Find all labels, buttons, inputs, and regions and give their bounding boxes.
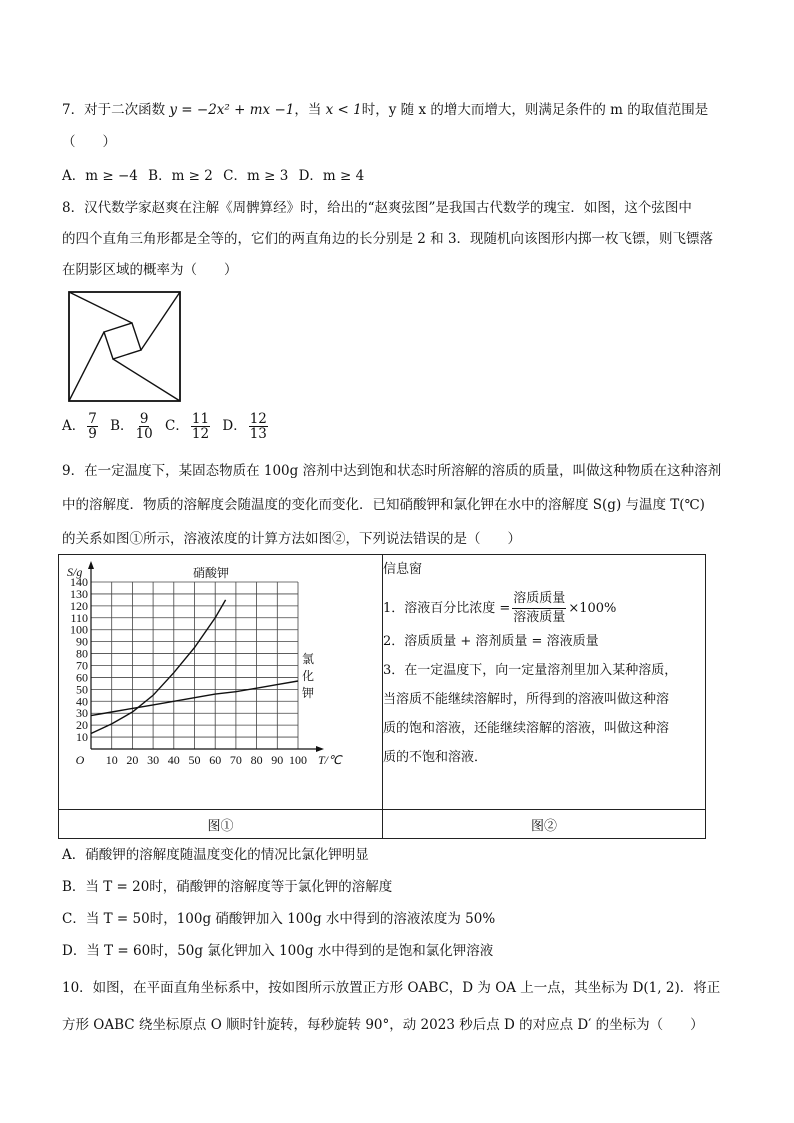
x-axis-label: T/℃ [318, 753, 342, 767]
q7-paren: （ ） [62, 134, 116, 150]
y-axis-label: S/g [67, 565, 83, 579]
y-tick-label: 50 [76, 682, 88, 697]
y-tick-label: 30 [76, 706, 88, 721]
info-item-3-line2: 当溶质不能继续溶解时，所得到的溶液叫做这种溶 [383, 692, 670, 707]
q7-stem: 7．对于二次函数 y = −2x² + mx −1，当 x < 1时，y 随 x 的增大而增大，则满足条件的 m 的取值范围是 [62, 102, 709, 118]
x-tick-label: 60 [209, 753, 222, 767]
y-tick-label: 120 [70, 598, 88, 613]
y-tick-label: 20 [76, 718, 88, 733]
x-tick-label: 30 [147, 753, 160, 767]
info-item-3-line3: 质的饱和溶液，还能继续溶解的溶液，叫做这种溶 [383, 721, 670, 736]
q8-line3: 在阴影区域的概率为（ ） [62, 262, 238, 278]
q9-line2: 中的溶解度．物质的溶解度会随温度的变化而变化．已知硝酸钾和氯化钾在水中的溶解度 S(g) 与温度 T(℃) [62, 497, 705, 513]
info-window [383, 555, 706, 810]
q9-option-a[interactable]: A．硝酸钾的溶解度随温度变化的情况比氯化钾明显 [62, 847, 369, 863]
q8-option-b[interactable]: B． $\frac{9}{10}$ [110, 411, 153, 442]
q8-line2: 的四个直角三角形都是全等的，它们的两直角边的长分别是 2 和 3．现随机向该图形内掷一枚飞镖，则飞镖落 [62, 231, 714, 247]
y-tick-label: 70 [76, 658, 88, 673]
y-tick-label: 110 [70, 610, 88, 625]
q10-line1: 10．如图，在平面直角坐标系中，按如图所示放置正方形 OABC，D 为 OA 上一点，其坐标为 D(1, 2)．将正 [62, 980, 721, 996]
kcl-label-char: 化 [301, 669, 315, 684]
q9-line3: 的关系如图①所示，溶液浓度的计算方法如图②，下列说法错误的是（ ） [62, 531, 521, 547]
q7-option-d[interactable]: D．m ≥ 4 [298, 168, 365, 184]
kno3-label: 硝酸钾 [193, 566, 230, 580]
x-tick-label: 70 [229, 753, 242, 767]
x-tick-label: 90 [271, 753, 284, 767]
x-tick-label: 80 [250, 753, 263, 767]
y-tick-label: 80 [76, 646, 88, 661]
q9-option-c[interactable]: C．当 T = 50时，100g 硝酸钾加入 100g 水中得到的溶液浓度为 50% [62, 911, 496, 927]
x-tick-label: 40 [167, 753, 180, 767]
q9-option-d[interactable]: D．当 T = 60时，50g 氯化钾加入 100g 水中得到的是饱和氯化钾溶液 [62, 943, 494, 959]
info-item-2: 2．溶质质量 + 溶剂质量 = 溶液质量 [383, 634, 599, 649]
q8-option-c[interactable]: C． $\frac{11}{12}$ [165, 411, 210, 442]
q10-line2: 方形 OABC 绕坐标原点 O 顺时针旋转，每秒旋转 90°，动 2023 秒后点 D 的对应点 D′ 的坐标为（ ） [62, 1017, 704, 1033]
q8-line1: 8．汉代数学家赵爽在注解《周髀算经》时，给出的“赵爽弦图”是我国古代数学的瑰宝．如图，这个弦图中 [62, 200, 692, 216]
x-tick-label: 10 [105, 753, 118, 767]
q7-option-a[interactable]: A．m ≥ −4 [62, 168, 138, 184]
origin-label: O [75, 753, 85, 767]
x-tick-label: 20 [126, 753, 139, 767]
y-tick-label: 140 [70, 575, 88, 589]
y-tick-label: 100 [70, 622, 88, 637]
info-item-3-line1: 3．在一定温度下，向一定量溶剂里加入某种溶质， [383, 663, 678, 678]
q8-options [62, 412, 276, 441]
figure-1-cell [59, 555, 383, 810]
q7-options [62, 167, 370, 185]
y-tick-label: 60 [76, 670, 88, 685]
x-tick-label: 100 [289, 753, 307, 767]
x-axis-arrow [316, 746, 324, 752]
q7-formula: y = −2x² + mx −1 [169, 102, 295, 118]
zhao-shuang-diagram [68, 291, 182, 403]
y-tick-label: 90 [76, 634, 88, 649]
y-tick-label: 40 [76, 694, 88, 709]
q7-condition: x < 1 [325, 102, 362, 118]
q8-option-d[interactable]: D． $\frac{12}{13}$ [222, 411, 267, 442]
q9-option-b[interactable]: B．当 T = 20时，硝酸钾的溶解度等于氯化钾的溶解度 [62, 879, 393, 895]
q9-figure-table [58, 554, 706, 839]
q8-option-a[interactable]: A． $\frac{7}{9}$ [62, 411, 97, 442]
kcl-label-char: 钾 [301, 686, 315, 701]
y-tick-label: 10 [76, 730, 88, 745]
kcl-label-char: 氯 [301, 652, 315, 667]
q7-option-b[interactable]: B．m ≥ 2 [148, 168, 213, 184]
y-axis-arrow [88, 561, 94, 569]
info-title: 信息窗 [383, 562, 423, 577]
info-item-1: 1．溶液百分比浓度 = $\frac{\text{溶质质量}}{\text{溶液质量}}$ ×100% [383, 591, 617, 625]
info-item-3-line4: 质的不饱和溶液． [383, 750, 488, 765]
q9-line1: 9．在一定温度下，某固态物质在 100g 溶剂中达到饱和状态时所溶解的溶质的质量，叫做这种物质在这种溶剂 [62, 463, 722, 479]
q7-option-c[interactable]: C．m ≥ 3 [223, 168, 289, 184]
caption-figure-2: 图② [383, 810, 706, 839]
x-tick-label: 50 [188, 753, 201, 767]
y-tick-label: 130 [70, 586, 88, 601]
solubility-chart [59, 555, 381, 805]
caption-figure-1: 图① [59, 810, 383, 839]
